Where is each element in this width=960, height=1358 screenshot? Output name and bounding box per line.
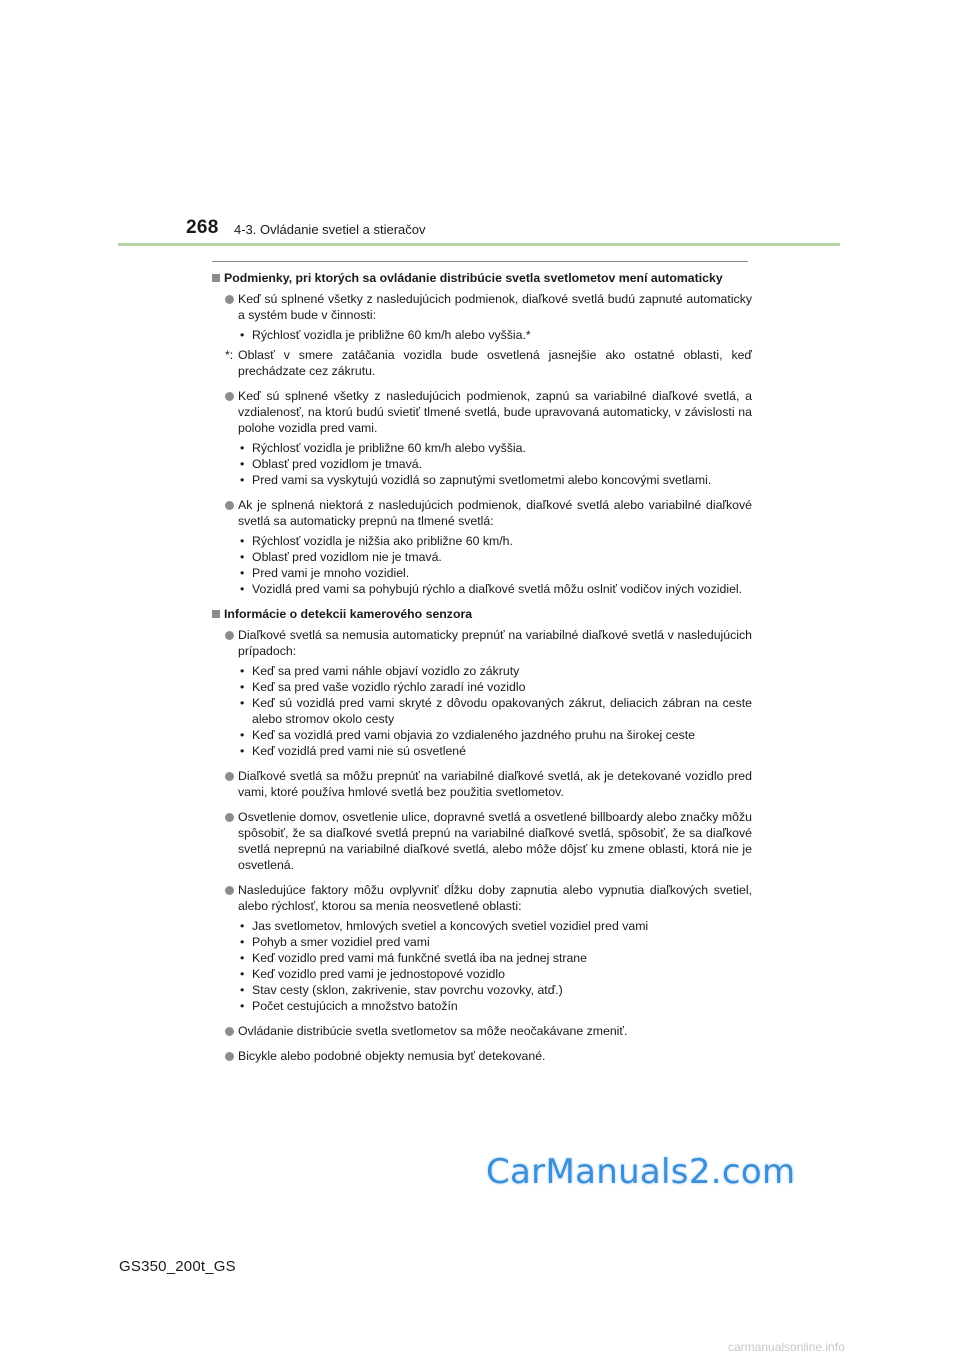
section: [212, 606, 752, 1064]
sub-list-item: [238, 663, 752, 679]
small-bullet-icon: •: [240, 457, 245, 471]
small-bullet-icon: •: [240, 582, 245, 596]
small-bullet-icon: •: [240, 744, 245, 758]
page-number: 268: [186, 217, 219, 238]
page-content: [212, 270, 752, 1073]
small-bullet-icon: •: [240, 951, 245, 965]
list-item: [212, 1048, 752, 1064]
circle-bullet-icon: [225, 886, 234, 895]
footnote-text: Oblasť v smere zatáčania vozidla bude osvetlená jasnejšie ako ostatné oblasti, keď prechádzate cez zákrutu.: [238, 348, 752, 378]
header-rule: [118, 243, 840, 246]
section-heading: [212, 606, 752, 622]
sub-list-item: [238, 950, 752, 966]
sub-list: [238, 440, 752, 488]
sub-list-item: [238, 533, 752, 549]
section-heading: [212, 270, 752, 286]
sub-list: [238, 327, 752, 343]
sub-list-item: [238, 695, 752, 727]
sub-list-item: [238, 934, 752, 950]
sub-list-item: [238, 679, 752, 695]
circle-bullet-icon: [225, 1027, 234, 1036]
sub-list-text: Keď vozidlá pred vami nie sú osvetlené: [252, 744, 466, 758]
footnote-mark: *:: [225, 348, 234, 362]
sub-list-text: Keď sú vozidlá pred vami skryté z dôvodu opakovaných zákrut, deliacich zábran na ceste alebo stromov okolo cesty: [252, 696, 752, 726]
list-item: [212, 882, 752, 1014]
sub-list-text: Oblasť pred vozidlom je tmavá.: [252, 457, 423, 471]
sub-list-text: Počet cestujúcich a množstvo batožín: [252, 999, 458, 1013]
sub-list-item: [238, 966, 752, 982]
small-bullet-icon: •: [240, 999, 245, 1013]
item-text: Ak je splnená niektorá z nasledujúcich podmienok, diaľkové svetlá alebo variabilné diaľkové svetlá sa automaticky prepnú na tlmené svetlá:: [238, 498, 752, 528]
list-item: [212, 627, 752, 759]
sub-list-text: Keď vozidlo pred vami má funkčné svetlá iba na jednej strane: [252, 951, 587, 965]
small-bullet-icon: •: [240, 919, 245, 933]
chapter-title: 4-3. Ovládanie svetiel a stieračov: [234, 222, 426, 237]
sub-list-item: [238, 440, 752, 456]
sub-list-item: [238, 565, 752, 581]
sub-list-text: Pohyb a smer vozidiel pred vami: [252, 935, 430, 949]
watermark-logo: CarManuals2.com: [486, 1152, 796, 1192]
small-bullet-icon: •: [240, 550, 245, 564]
sub-list-text: Vozidlá pred vami sa pohybujú rýchlo a diaľkové svetlá môžu oslniť vodičov iných vozidiel.: [252, 582, 743, 596]
list-item: [212, 497, 752, 597]
sub-list-item: [238, 472, 752, 488]
sub-list-text: Keď sa vozidlá pred vami objavia zo vzdialeného jazdného pruhu na širokej ceste: [252, 728, 695, 742]
small-bullet-icon: •: [240, 473, 245, 487]
sub-list-text: Rýchlosť vozidla je približne 60 km/h alebo vyššia.: [252, 441, 526, 455]
small-bullet-icon: •: [240, 534, 245, 548]
small-bullet-icon: •: [240, 441, 245, 455]
small-bullet-icon: •: [240, 664, 245, 678]
item-text: Ovládanie distribúcie svetla svetlometov sa môže neočakávane zmeniť.: [238, 1024, 628, 1038]
small-bullet-icon: •: [240, 328, 245, 342]
list-item: [212, 388, 752, 488]
circle-bullet-icon: [225, 1052, 234, 1061]
small-bullet-icon: •: [240, 967, 245, 981]
sub-list-text: Pred vami je mnoho vozidiel.: [252, 566, 410, 580]
item-text: Keď sú splnené všetky z nasledujúcich podmienok, diaľkové svetlá budú zapnuté automaticky a systém bude v činnosti:: [238, 292, 752, 322]
item-text: Nasledujúce faktory môžu ovplyvniť dĺžku doby zapnutia alebo vypnutia diaľkových svetiel, alebo rýchlosť, ktorou sa menia neosvetlené oblasti:: [238, 883, 752, 913]
list-item: [212, 768, 752, 800]
sub-list-text: Keď sa pred vami náhle objaví vozidlo zo zákruty: [252, 664, 520, 678]
circle-bullet-icon: [225, 631, 234, 640]
sub-list-text: Jas svetlometov, hmlových svetiel a koncových svetiel vozidiel pred vami: [252, 919, 649, 933]
sub-list-item: [238, 456, 752, 472]
site-watermark: carmanualsonline.info: [728, 1340, 845, 1354]
square-bullet-icon: [212, 274, 220, 282]
small-bullet-icon: •: [240, 680, 245, 694]
section-heading-text: Informácie o detekcii kamerového senzora: [224, 607, 473, 621]
item-text: Bicykle alebo podobné objekty nemusia byť detekované.: [238, 1049, 546, 1063]
sub-list-text: Pred vami sa vyskytujú vozidlá so zapnutými svetlometmi alebo koncovými svetlami.: [252, 473, 712, 487]
section: [212, 270, 752, 597]
sub-list-text: Stav cesty (sklon, zakrivenie, stav povrchu vozovky, atď.): [252, 983, 563, 997]
small-bullet-icon: •: [240, 566, 245, 580]
sub-list-text: Keď sa pred vaše vozidlo rýchlo zaradí iné vozidlo: [252, 680, 526, 694]
sub-list: [238, 533, 752, 597]
list-item: [212, 1023, 752, 1039]
sub-list-item: [238, 918, 752, 934]
circle-bullet-icon: [225, 295, 234, 304]
sub-list-text: Rýchlosť vozidla je nižšia ako približne 60 km/h.: [252, 534, 513, 548]
circle-bullet-icon: [225, 772, 234, 781]
small-bullet-icon: •: [240, 728, 245, 742]
sub-list-item: [238, 727, 752, 743]
sub-list-text: Keď vozidlo pred vami je jednostopové vozidlo: [252, 967, 505, 981]
small-bullet-icon: •: [240, 983, 245, 997]
item-text: Keď sú splnené všetky z nasledujúcich podmienok, zapnú sa variabilné diaľkové svetlá, a vzdialenosť, na ktorú budú svietiť tlmené svetlá, bude upravovaná automaticky, v závislosti na polohe vozidla pred vami.: [238, 389, 752, 435]
list-item: [212, 291, 752, 343]
sub-list-item: [238, 549, 752, 565]
square-bullet-icon: [212, 610, 220, 618]
circle-bullet-icon: [225, 392, 234, 401]
sub-list-item: [238, 998, 752, 1014]
sub-list-item: [238, 743, 752, 759]
sub-list: [238, 918, 752, 1014]
sub-list-item: [238, 982, 752, 998]
item-text: Diaľkové svetlá sa nemusia automaticky prepnúť na variabilné diaľkové svetlá v nasledujúcich prípadoch:: [238, 628, 752, 658]
circle-bullet-icon: [225, 501, 234, 510]
list-item: [212, 809, 752, 873]
sub-list-text: Rýchlosť vozidla je približne 60 km/h alebo vyššia.*: [252, 328, 531, 342]
document-id: GS350_200t_GS: [119, 1258, 236, 1275]
sub-list-item: [238, 581, 752, 597]
sub-list: [238, 663, 752, 759]
section-divider: [212, 261, 748, 262]
circle-bullet-icon: [225, 813, 234, 822]
small-bullet-icon: •: [240, 696, 245, 710]
footnote: [212, 347, 752, 379]
section-heading-text: Podmienky, pri ktorých sa ovládanie distribúcie svetla svetlometov mení automaticky: [224, 271, 723, 285]
small-bullet-icon: •: [240, 935, 245, 949]
sub-list-item: [238, 327, 752, 343]
sub-list-text: Oblasť pred vozidlom nie je tmavá.: [252, 550, 442, 564]
item-text: Diaľkové svetlá sa môžu prepnúť na variabilné diaľkové svetlá, ak je detekované vozidlo pred vami, ktoré používa hmlové svetlá bez použitia svetlometov.: [238, 769, 752, 799]
item-text: Osvetlenie domov, osvetlenie ulice, dopravné svetlá a osvetlené billboardy alebo značky môžu spôsobiť, že sa diaľkové svetlá prepnú na variabilné diaľkové svetlá, spôsobiť, že sa diaľkové svetlá neprepnú na variabilné diaľkové svetlá, alebo môže dôjsť ku zmene oblasti, ktorá nie je osvetlená.: [238, 810, 752, 872]
